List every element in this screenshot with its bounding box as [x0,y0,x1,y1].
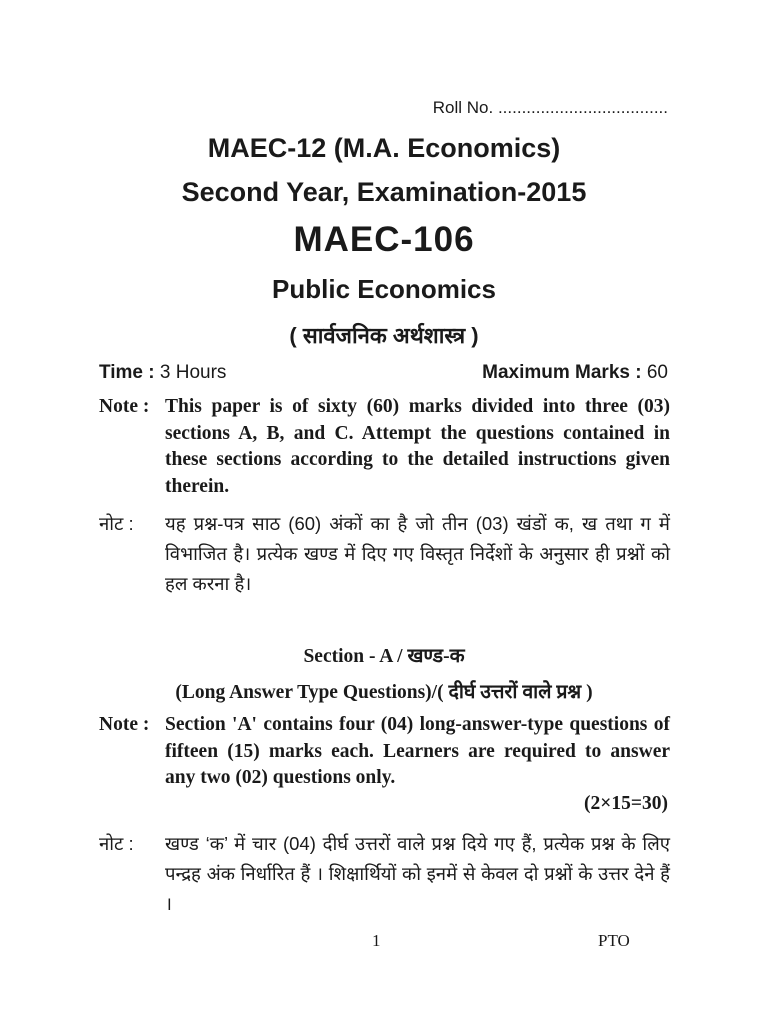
roll-number-field: Roll No. .................................... [432,98,668,117]
section-a-note-text-hindi: खण्ड ‘क’ में चार (04) दीर्घ उत्तरों वाले प्रश्न दिये गए हैं, प्रत्येक प्रश्न के लिए पन्द्रह अंक निर्धारित हैं । शिक्षार्थियों को इनमें से केवल दो प्रश्नों के उत्तर देने हैं । [165,833,670,914]
time-info [99,362,226,384]
general-note-hindi [99,509,670,604]
max-marks-value: 60 [646,362,668,383]
exam-title-line-1: MAEC-12 (M.A. Economics) [207,133,561,163]
section-a-marks: (2×15=30) [584,793,668,814]
exam-title-line-2: Second Year, Examination-2015 [181,177,587,207]
general-note [99,394,670,504]
section-a-note-hindi [99,829,670,924]
note-text: This paper is of sixty (60) marks divided into three (03) sections A, B, and C. Attempt the questions contained in these sections according to the detailed instructions given therein. [165,396,670,497]
time-label: Time : [99,362,155,383]
course-code: MAEC-106 [293,220,475,259]
note-text-hindi: यह प्रश्न-पत्र साठ (60) अंकों का है जो तीन (03) खंडों क, ख तथा ग में विभाजित है। प्रत्येक खण्ड में दिए गए विस्तृत निर्देशों के अनुसार ही प्रश्नों को हल करना है। [165,513,670,594]
subject-title: Public Economics [272,274,496,304]
section-a-note-label-hindi: नोट : [99,833,134,854]
section-a-heading: Section - A / खण्ड-क [303,646,465,667]
note-label-hindi: नोट : [99,513,134,534]
note-label: Note : [99,396,150,417]
page-number: 1 [372,931,381,950]
max-marks-label: Maximum Marks : [482,362,642,383]
section-a-note-text: Section 'A' contains four (04) long-answer-type questions of fifteen (15) marks each. Learners are required to answer any two (02) questions only. [165,714,670,788]
section-a-note [99,712,670,794]
time-value: 3 Hours [159,362,227,383]
section-a-subheading: (Long Answer Type Questions)/( दीर्घ उत्तरों वाले प्रश्न ) [175,682,593,703]
pto-marker: PTO [598,931,630,950]
subject-title-hindi: ( सार्वजनिक अर्थशास्त्र ) [289,323,479,348]
max-marks-info [482,362,668,384]
section-a-note-label: Note : [99,714,150,735]
